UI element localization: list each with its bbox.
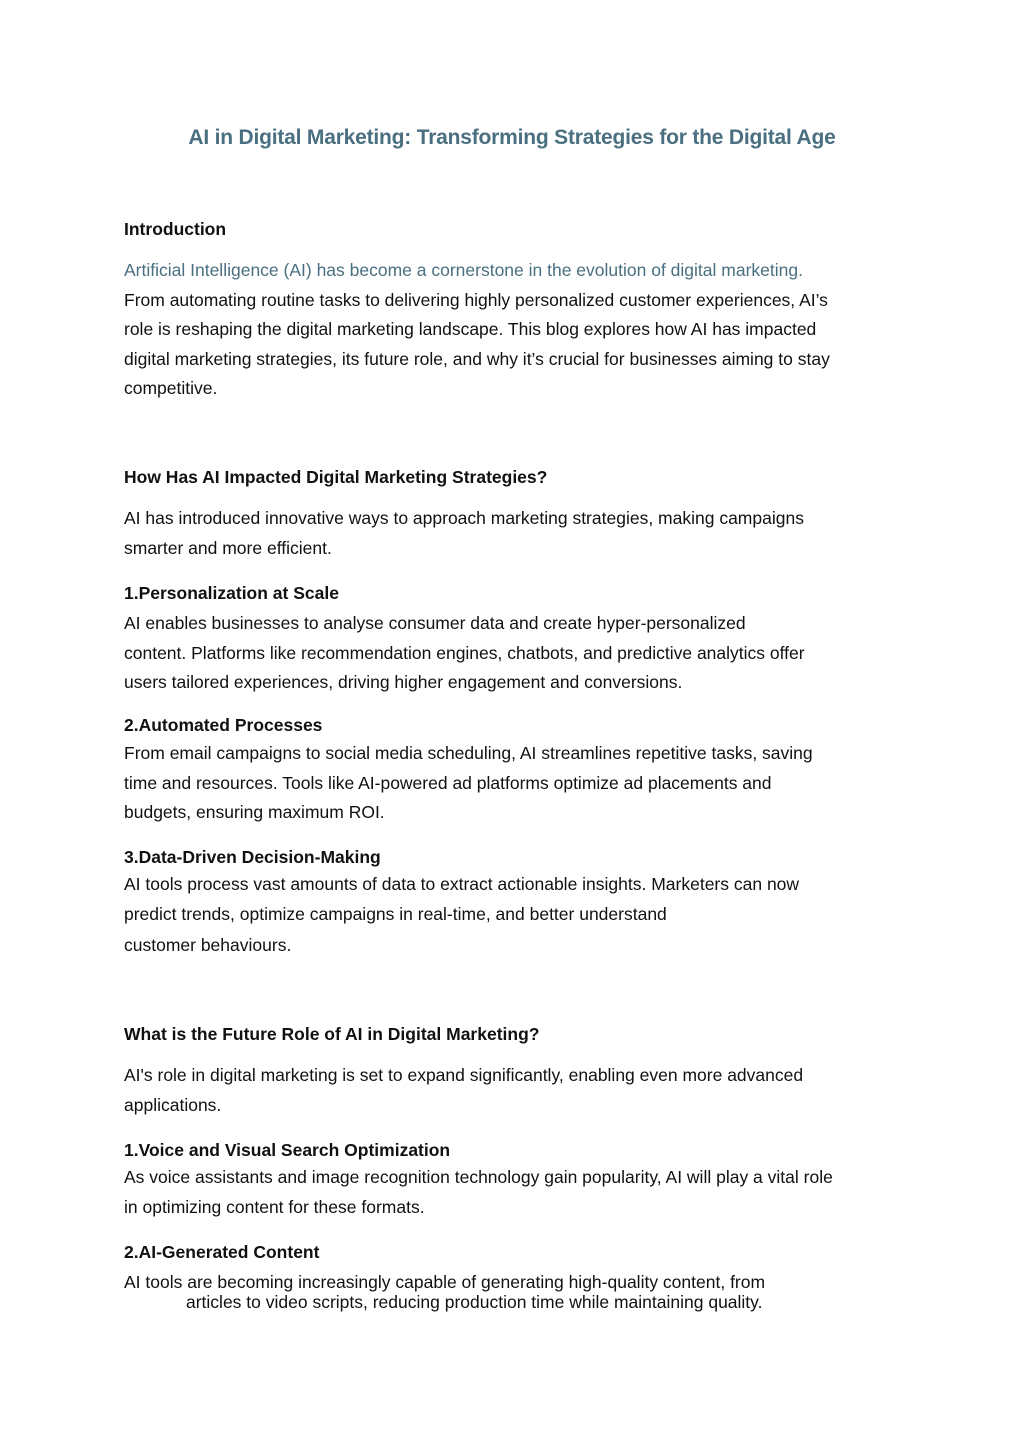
impact-item-1-heading: 1.Personalization at Scale xyxy=(124,583,339,603)
impact-item-2-line: From email campaigns to social media scheduling, AI streamlines repetitive tasks, saving xyxy=(124,743,813,763)
intro-line: From automating routine tasks to delivering highly personalized customer experiences, AI’s xyxy=(124,289,828,310)
impact-item-2-line: budgets, ensuring maximum ROI. xyxy=(124,802,385,822)
impact-item-3-line: AI tools process vast amounts of data to extract actionable insights. Marketers can now xyxy=(124,874,800,894)
impact-item-3-line: predict trends, optimize campaigns in real-time, and better understand xyxy=(124,903,667,924)
future-intro xyxy=(124,1061,894,1120)
intro-line: digital marketing strategies, its future role, and why it’s crucial for businesses aiming to stay xyxy=(124,348,830,369)
impact-item-1-text xyxy=(124,609,894,698)
future-item-2-heading: 2.AI-Generated Content xyxy=(124,1242,320,1262)
impact-intro xyxy=(124,504,894,563)
impact-item-3-line: customer behaviours. xyxy=(124,935,292,955)
future-line: AI's role in digital marketing is set to expand significantly, enabling even more advanced xyxy=(124,1065,804,1085)
future-item-1-text xyxy=(124,1163,894,1222)
future-item-1-heading: 1.Voice and Visual Search Optimization xyxy=(124,1140,451,1160)
impact-item-1-line: content. Platforms like recommendation engines, chatbots, and predictive analytics offer xyxy=(124,642,805,663)
impact-heading: How Has AI Impacted Digital Marketing Strategies? xyxy=(124,467,548,487)
future-item-2-text xyxy=(124,1272,904,1312)
future-item-1-line: As voice assistants and image recognition technology gain popularity, AI will play a vital role xyxy=(124,1167,833,1187)
impact-item-3-heading: 3.Data-Driven Decision-Making xyxy=(124,847,381,867)
future-item-2-line: AI tools are becoming increasingly capable of generating high-quality content, from xyxy=(124,1272,766,1292)
intro-line: role is reshaping the digital marketing landscape. This blog explores how AI has impacted xyxy=(124,319,817,339)
intro-paragraph xyxy=(124,256,894,404)
future-item-1-line: in optimizing content for these formats. xyxy=(124,1196,425,1217)
impact-item-3-text xyxy=(124,870,894,961)
impact-item-1-line: AI enables businesses to analyse consumer data and create hyper-personalized xyxy=(124,613,746,633)
future-heading: What is the Future Role of AI in Digital Marketing? xyxy=(124,1024,540,1044)
document-title: AI in Digital Marketing: Transforming Strategies for the Digital Age xyxy=(188,126,836,149)
future-line: applications. xyxy=(124,1094,222,1115)
future-item-2-line: articles to video scripts, reducing production time while maintaining quality. xyxy=(186,1292,763,1312)
impact-item-2-heading: 2.Automated Processes xyxy=(124,715,323,735)
intro-heading: Introduction xyxy=(124,219,227,239)
impact-line: smarter and more efficient. xyxy=(124,537,332,558)
impact-item-2-text xyxy=(124,739,894,828)
impact-item-2-line: time and resources. Tools like AI-powered ad platforms optimize ad placements and xyxy=(124,772,772,793)
intro-line: competitive. xyxy=(124,378,218,398)
intro-lead-link[interactable]: Artificial Intelligence (AI) has become a cornerstone in the evolution of digital marketing. xyxy=(124,260,803,280)
impact-item-1-line: users tailored experiences, driving higher engagement and conversions. xyxy=(124,672,683,692)
impact-line: AI has introduced innovative ways to approach marketing strategies, making campaigns xyxy=(124,508,804,528)
